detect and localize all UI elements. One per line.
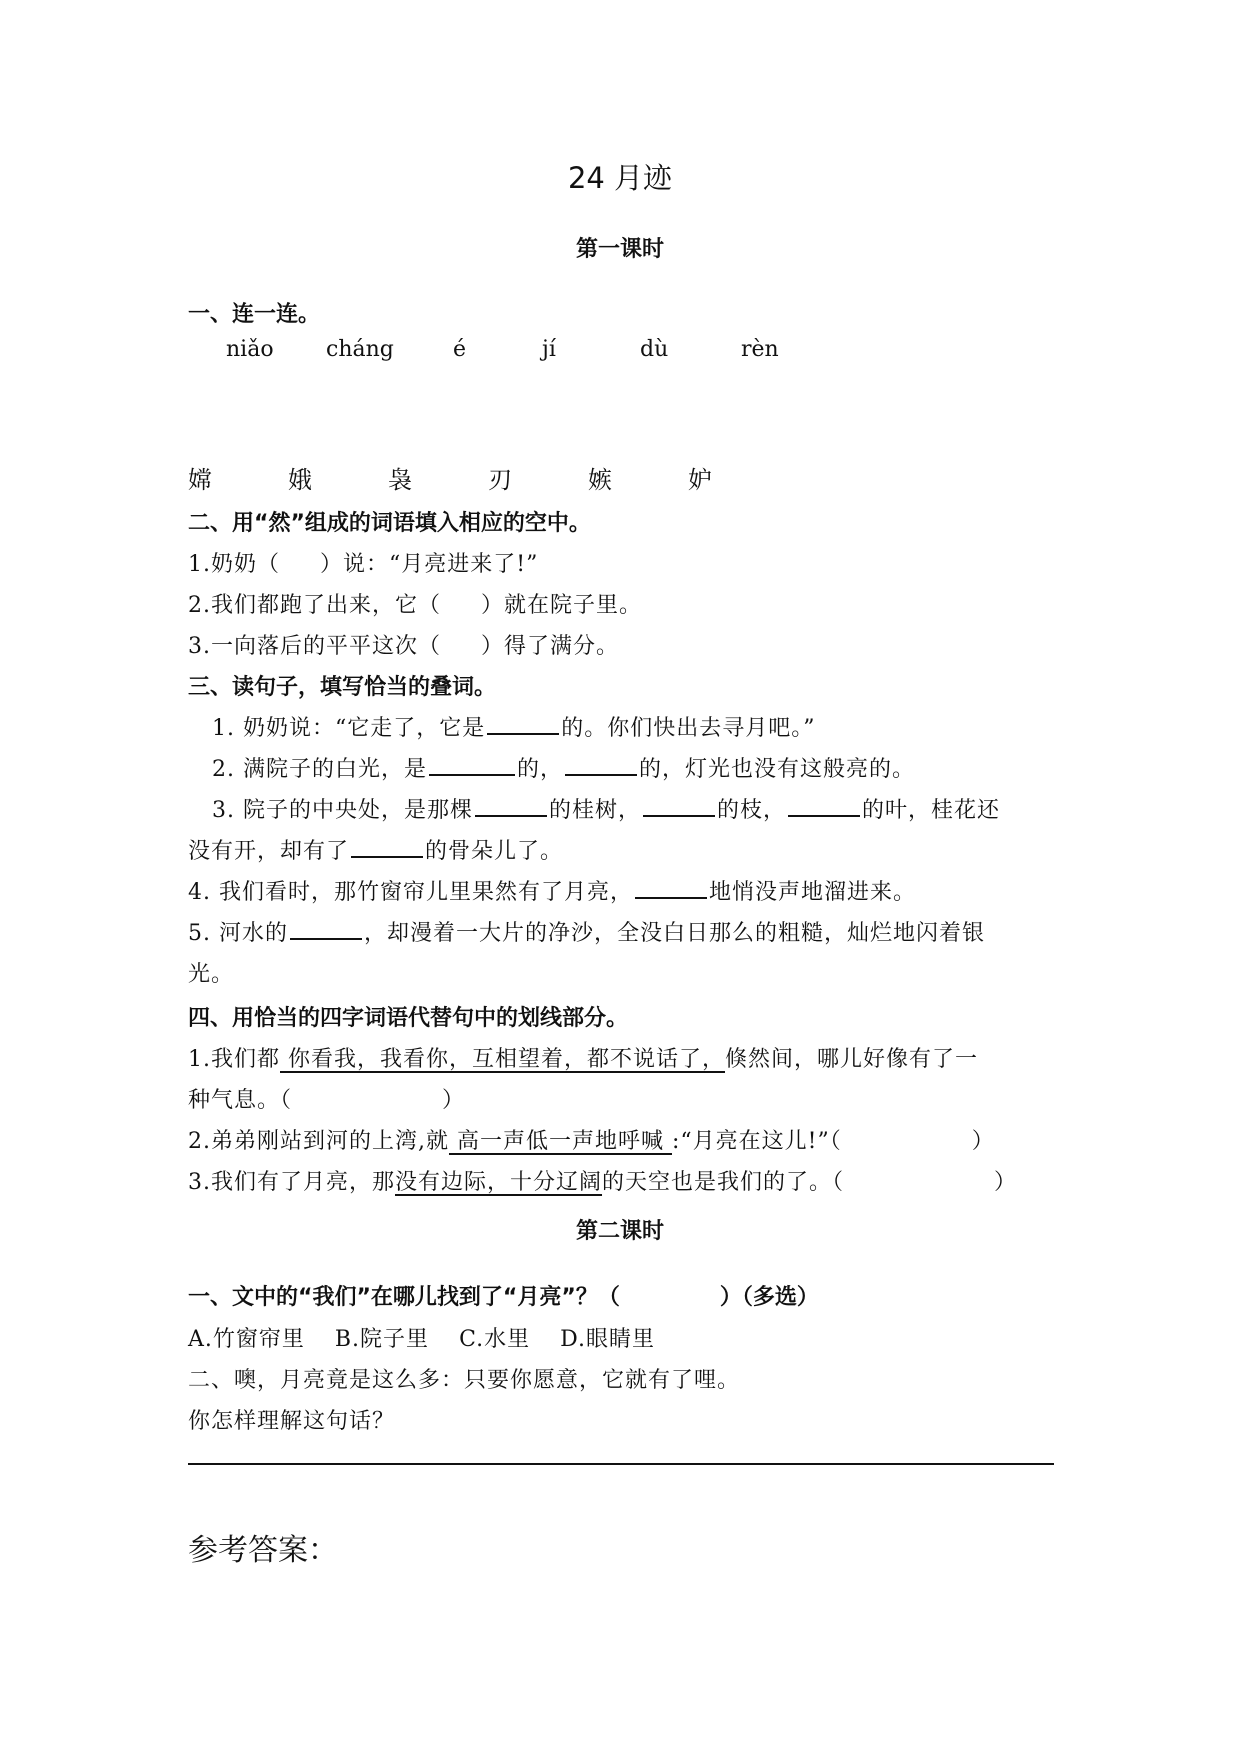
pinyin-5: dù <box>640 337 669 362</box>
sec2-title: 二、用“然”组成的词语填入相应的空中。 <box>188 511 591 536</box>
pinyin-4: jí <box>542 337 556 362</box>
l2-options <box>188 1322 655 1353</box>
answer-line[interactable] <box>188 1463 1054 1465</box>
option-a[interactable]: A.竹窗帘里 <box>188 1327 305 1352</box>
blank[interactable] <box>788 793 860 817</box>
blank[interactable] <box>565 752 637 776</box>
underlined-phrase: 高一声低一声地呼喊 <box>448 1129 672 1154</box>
pinyin-2: cháng <box>326 337 394 362</box>
option-c[interactable]: C.水里 <box>459 1327 531 1352</box>
sec4-title: 四、用恰当的四字词语代替句中的划线部分。 <box>188 1006 629 1031</box>
hanzi-3: 袅 <box>388 466 412 494</box>
hanzi-4: 刃 <box>488 466 512 494</box>
blank[interactable] <box>290 916 362 940</box>
sec3-q5-cont: 光。 <box>188 962 235 987</box>
pinyin-3: é <box>453 337 467 362</box>
sec4-q1: 1.我们都 你看我，我看你，互相望着，都不说话了，倏然间，哪儿好像有了一 <box>188 1047 979 1072</box>
sec3-title: 三、读句子，填写恰当的叠词。 <box>188 675 497 700</box>
sec3-q2: 2. 满院子的白光，是 的， 的，灯光也没有这般亮的。 <box>212 752 915 783</box>
sec3-q4: 4. 我们看时，那竹窗帘儿里果然有了月亮， 地悄没声地溜进来。 <box>188 875 916 906</box>
blank[interactable] <box>351 834 423 858</box>
sec3-q1: 1. 奶奶说：“它走了，它是 的。你们快出去寻月吧。” <box>212 711 815 742</box>
lesson1-heading: 第一课时 <box>575 237 664 262</box>
hanzi-1: 嫦 <box>188 466 212 494</box>
sec2-q3: 3.一向落后的平平这次（ ）得了满分。 <box>188 634 620 659</box>
l2-sec2-question: 你怎样理解这句话？ <box>188 1409 396 1434</box>
sec4-q3: 3.我们有了月亮，那没有边际，十分辽阔的天空也是我们的了。（ ） <box>188 1170 1018 1195</box>
blank[interactable] <box>635 875 707 899</box>
page-title: 24 月迹 <box>567 161 673 195</box>
underlined-phrase: 没有边际，十分辽阔 <box>395 1170 603 1195</box>
blank[interactable] <box>643 793 715 817</box>
pinyin-1: niǎo <box>226 337 274 362</box>
hanzi-6: 妒 <box>688 466 712 494</box>
underlined-phrase: 你看我，我看你，互相望着，都不说话了， <box>280 1047 725 1072</box>
sec2-q2: 2.我们都跑了出来，它（ ）就在院子里。 <box>188 593 643 618</box>
sec3-q3-cont: 没有开，却有了 的骨朵儿了。 <box>188 834 563 865</box>
sec1-title: 一、连一连。 <box>188 302 321 327</box>
option-b[interactable]: B.院子里 <box>334 1327 430 1352</box>
sec3-q5: 5. 河水的 ，却漫着一大片的净沙，全没白日那么的粗糙，灿烂地闪着银 <box>188 916 985 947</box>
sec4-q1-cont: 种气息。（ ） <box>188 1088 466 1113</box>
blank[interactable] <box>475 793 547 817</box>
blank[interactable] <box>487 711 559 735</box>
option-d[interactable]: D.眼睛里 <box>560 1327 655 1352</box>
hanzi-5: 嫉 <box>588 466 612 494</box>
sec2-q1: 1.奶奶（ ）说：“月亮进来了!” <box>188 552 539 577</box>
hanzi-2: 娥 <box>288 466 312 494</box>
answers-heading: 参考答案： <box>188 1533 338 1568</box>
sec3-q3: 3. 院子的中央处，是那棵 的桂树， 的枝， 的叶，桂花还 <box>212 793 1000 824</box>
sec4-q2: 2.弟弟刚站到河的上湾,就 高一声低一声地呼喊 :“月亮在这儿!”（ ） <box>188 1129 995 1154</box>
lesson2-heading: 第二课时 <box>575 1219 664 1244</box>
pinyin-6: rèn <box>741 337 779 362</box>
blank[interactable] <box>429 752 515 776</box>
l2-sec1-title: 一、文中的“我们”在哪儿找到了“月亮”？（ ）（多选） <box>188 1285 819 1310</box>
l2-sec2-title: 二、噢，月亮竟是这么多：只要你愿意，它就有了哩。 <box>188 1368 741 1393</box>
